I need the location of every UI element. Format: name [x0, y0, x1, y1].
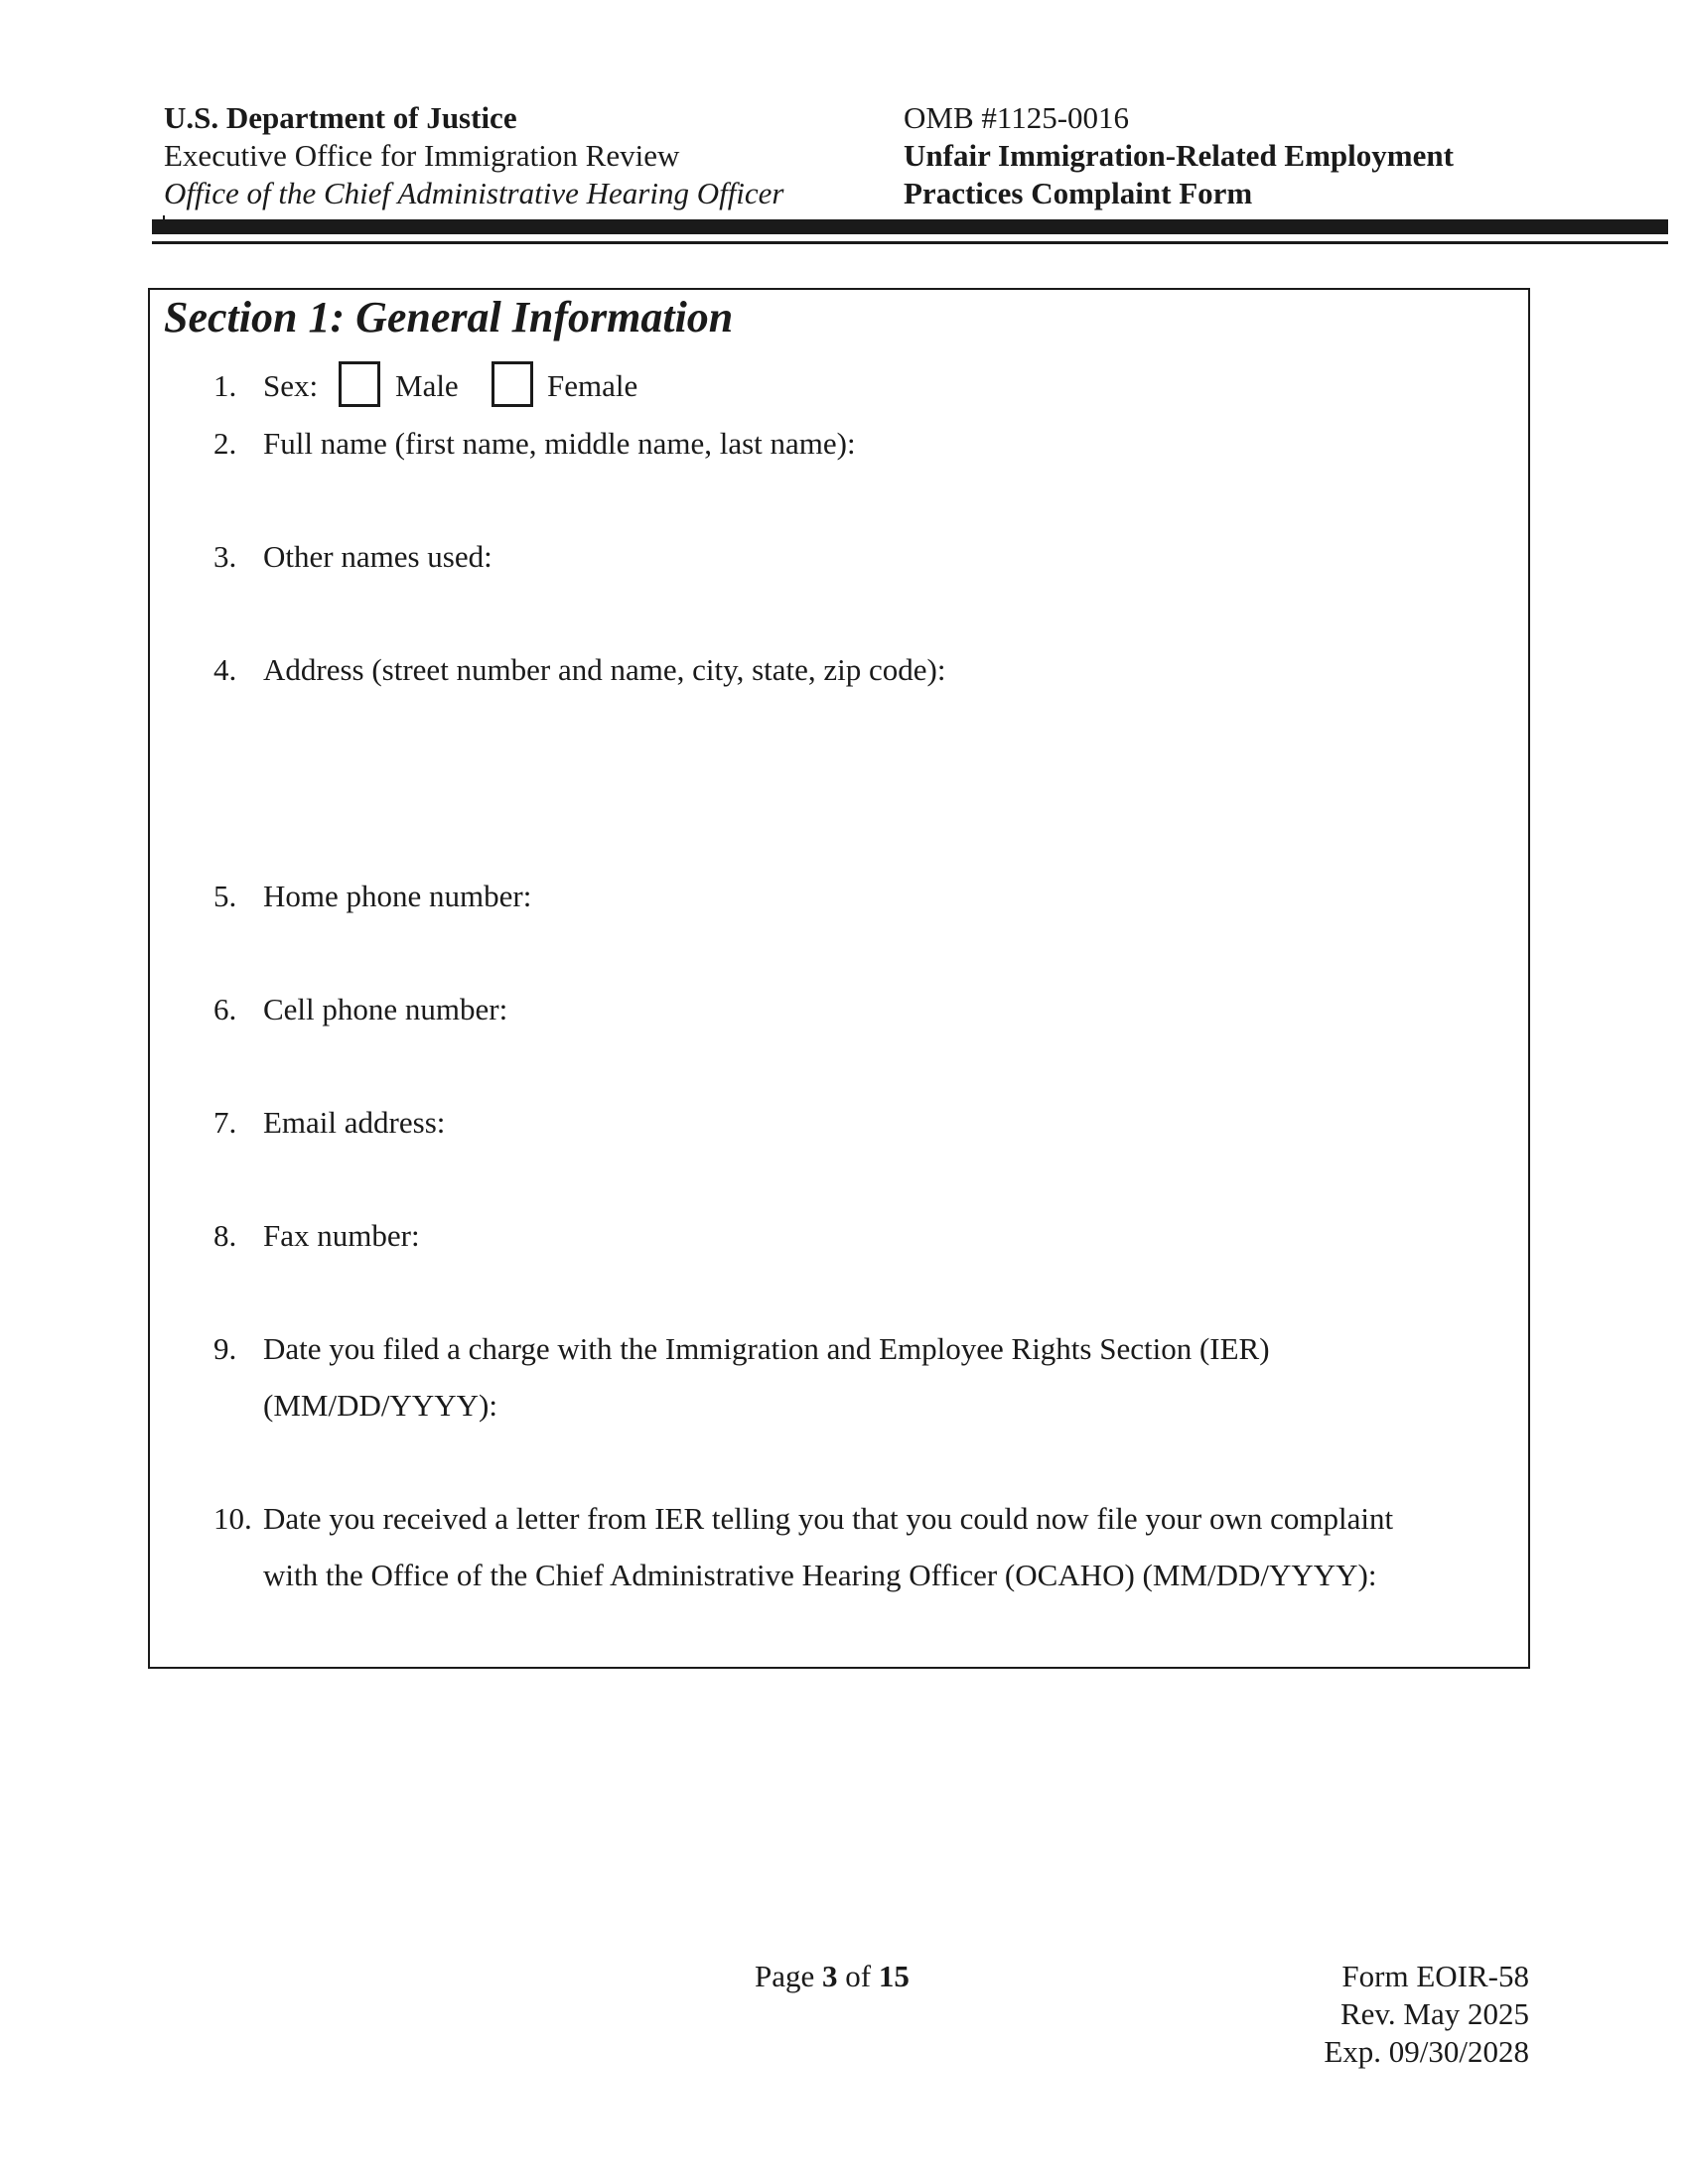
male-option-label: Male	[395, 368, 459, 403]
item-number: 7.	[213, 1105, 237, 1140]
sex-label: Sex:	[263, 368, 319, 403]
header-form-title-line1: Unfair Immigration-Related Employment	[904, 138, 1454, 173]
item-number: 10.	[213, 1501, 252, 1536]
email-field[interactable]	[213, 1094, 1504, 1151]
header-divider-thick	[152, 219, 1668, 234]
ier-letter-date-label-continued: with the Office of the Chief Administrative Hearing Officer (OCAHO) (MM/DD/YYYY):	[263, 1558, 1377, 1592]
form-revision: Rev. May 2025	[1340, 1996, 1529, 2031]
header-agency-block	[164, 99, 784, 212]
item-number: 4.	[213, 652, 237, 687]
fax-label: Fax number:	[263, 1218, 420, 1253]
item-number: 3.	[213, 539, 237, 574]
header-office: Executive Office for Immigration Review	[164, 138, 680, 173]
form-info-block	[1324, 1958, 1529, 2071]
address-label: Address (street number and name, city, state, zip code):	[263, 652, 946, 687]
item-number: 5.	[213, 879, 237, 913]
ier-charge-date-label: Date you filed a charge with the Immigration and Employee Rights Section (IER)	[263, 1331, 1270, 1366]
male-checkbox[interactable]	[339, 361, 380, 407]
other-names-field[interactable]	[213, 528, 1504, 585]
ier-charge-date-field[interactable]	[213, 1320, 1504, 1433]
header-agency: U.S. Department of Justice	[164, 100, 517, 135]
sex-field-row	[213, 357, 809, 414]
item-number: 2.	[213, 426, 237, 461]
ier-charge-date-format: (MM/DD/YYYY):	[263, 1388, 497, 1423]
female-checkbox[interactable]	[492, 361, 533, 407]
header-suboffice: Office of the Chief Administrative Hearing Officer	[164, 176, 784, 210]
other-names-label: Other names used:	[263, 539, 492, 574]
section-1-box	[148, 288, 1530, 1669]
full-name-label: Full name (first name, middle name, last name):	[263, 426, 856, 461]
page-indicator	[755, 1958, 910, 1995]
header-divider-thin	[152, 241, 1668, 244]
page-prefix: Page	[755, 1959, 815, 1993]
item-number: 8.	[213, 1218, 237, 1253]
header-form-title-line2: Practices Complaint Form	[904, 176, 1253, 210]
female-option-label: Female	[547, 368, 638, 403]
item-number: 1.	[213, 368, 237, 403]
form-expiration: Exp. 09/30/2028	[1324, 2034, 1529, 2069]
page-of: of	[845, 1959, 872, 1993]
section-title: Section 1: General Information	[164, 293, 734, 341]
email-label: Email address:	[263, 1105, 446, 1140]
cell-phone-field[interactable]	[213, 981, 1504, 1037]
ier-letter-date-label: Date you received a letter from IER telling you that you could now file your own complaint	[263, 1501, 1394, 1536]
item-number: 6.	[213, 992, 237, 1026]
cell-phone-label: Cell phone number:	[263, 992, 508, 1026]
full-name-field[interactable]	[213, 415, 1504, 472]
ier-letter-date-field[interactable]	[213, 1490, 1514, 1603]
address-field[interactable]	[213, 641, 1504, 698]
form-number: Form EOIR-58	[1341, 1959, 1529, 1993]
fax-field[interactable]	[213, 1207, 1504, 1264]
page-current: 3	[822, 1959, 838, 1993]
header-form-title-block	[904, 99, 1454, 212]
home-phone-label: Home phone number:	[263, 879, 532, 913]
header-omb-number: OMB #1125-0016	[904, 100, 1130, 135]
home-phone-field[interactable]	[213, 868, 1504, 924]
page-total: 15	[878, 1959, 910, 1993]
item-number: 9.	[213, 1331, 237, 1366]
